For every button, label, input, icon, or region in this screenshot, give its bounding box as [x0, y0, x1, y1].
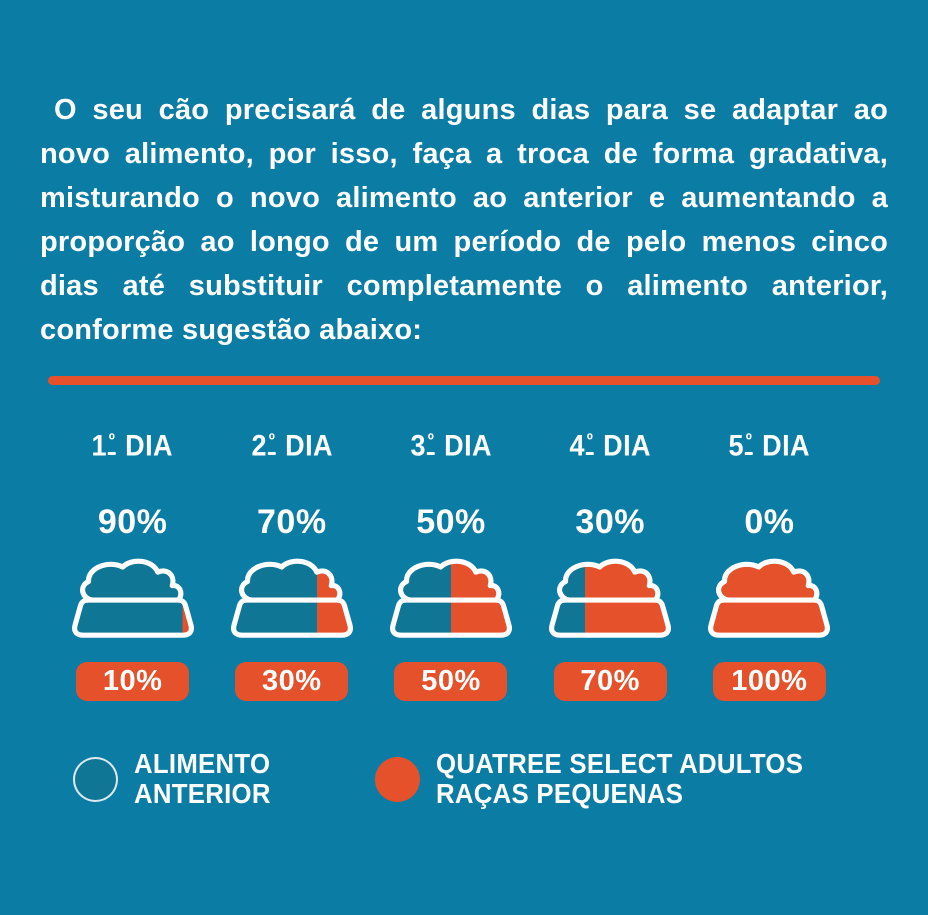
dog-bowl-icon — [548, 556, 672, 640]
ordinal-indicator: º — [268, 429, 275, 450]
dog-bowl-icon — [389, 556, 513, 640]
ordinal-indicator: º — [109, 429, 116, 450]
day-header-3: $3^º$ DIA — [410, 429, 492, 463]
new-food-percent-badge: 30% — [235, 662, 348, 701]
dog-bowl-icon — [230, 556, 354, 640]
old-food-percent: 30% — [575, 503, 645, 542]
new-food-percent-badge: 100% — [713, 662, 826, 701]
bowl-row — [53, 556, 849, 640]
day-header-2: $2^º$ DIA — [251, 429, 333, 463]
day-header-4: $4^º$ DIA — [569, 429, 651, 463]
legend-item-new-food — [375, 749, 835, 809]
new-food-percent-row — [53, 662, 849, 701]
old-food-percent: 90% — [97, 503, 168, 542]
new-food-swatch-icon — [375, 757, 420, 802]
dog-bowl-icon — [707, 556, 831, 640]
legend — [73, 749, 928, 809]
divider-rule — [48, 376, 880, 385]
new-food-percent-badge: 70% — [554, 662, 667, 701]
old-food-percent-row — [53, 503, 849, 542]
legend-label-old-food: ALIMENTO ANTERIOR — [134, 748, 271, 810]
new-food-percent-badge: 10% — [76, 662, 189, 701]
day-header-1: $1^º$ DIA — [91, 429, 174, 463]
day-header-5: $5^º$ DIA — [728, 429, 811, 463]
old-food-percent: 50% — [416, 503, 486, 542]
ordinal-indicator: º — [427, 429, 435, 450]
new-food-percent-badge: 50% — [394, 662, 507, 701]
day-header-row — [53, 429, 849, 463]
old-food-percent: 0% — [744, 503, 795, 542]
old-food-swatch-icon — [73, 757, 118, 802]
legend-item-old-food — [73, 749, 283, 809]
ordinal-indicator: º — [745, 429, 753, 450]
old-food-percent: 70% — [257, 503, 327, 542]
ordinal-indicator: º — [586, 429, 594, 450]
intro-paragraph: O seu cão precisará de alguns dias para se adaptar ao novo alimento, por isso, faça a troca de forma gradativa, misturando o novo alimento ao anterior e aumentando a proporção ao longo de um período de pelo menos cinco dias até substituir completamente o alimento anterior, conforme sugestão abaixo: — [40, 94, 888, 346]
dog-bowl-icon — [71, 556, 195, 640]
legend-label-new-food: QUATREE SELECT ADULTOS RAÇAS PEQUENAS — [435, 748, 803, 810]
